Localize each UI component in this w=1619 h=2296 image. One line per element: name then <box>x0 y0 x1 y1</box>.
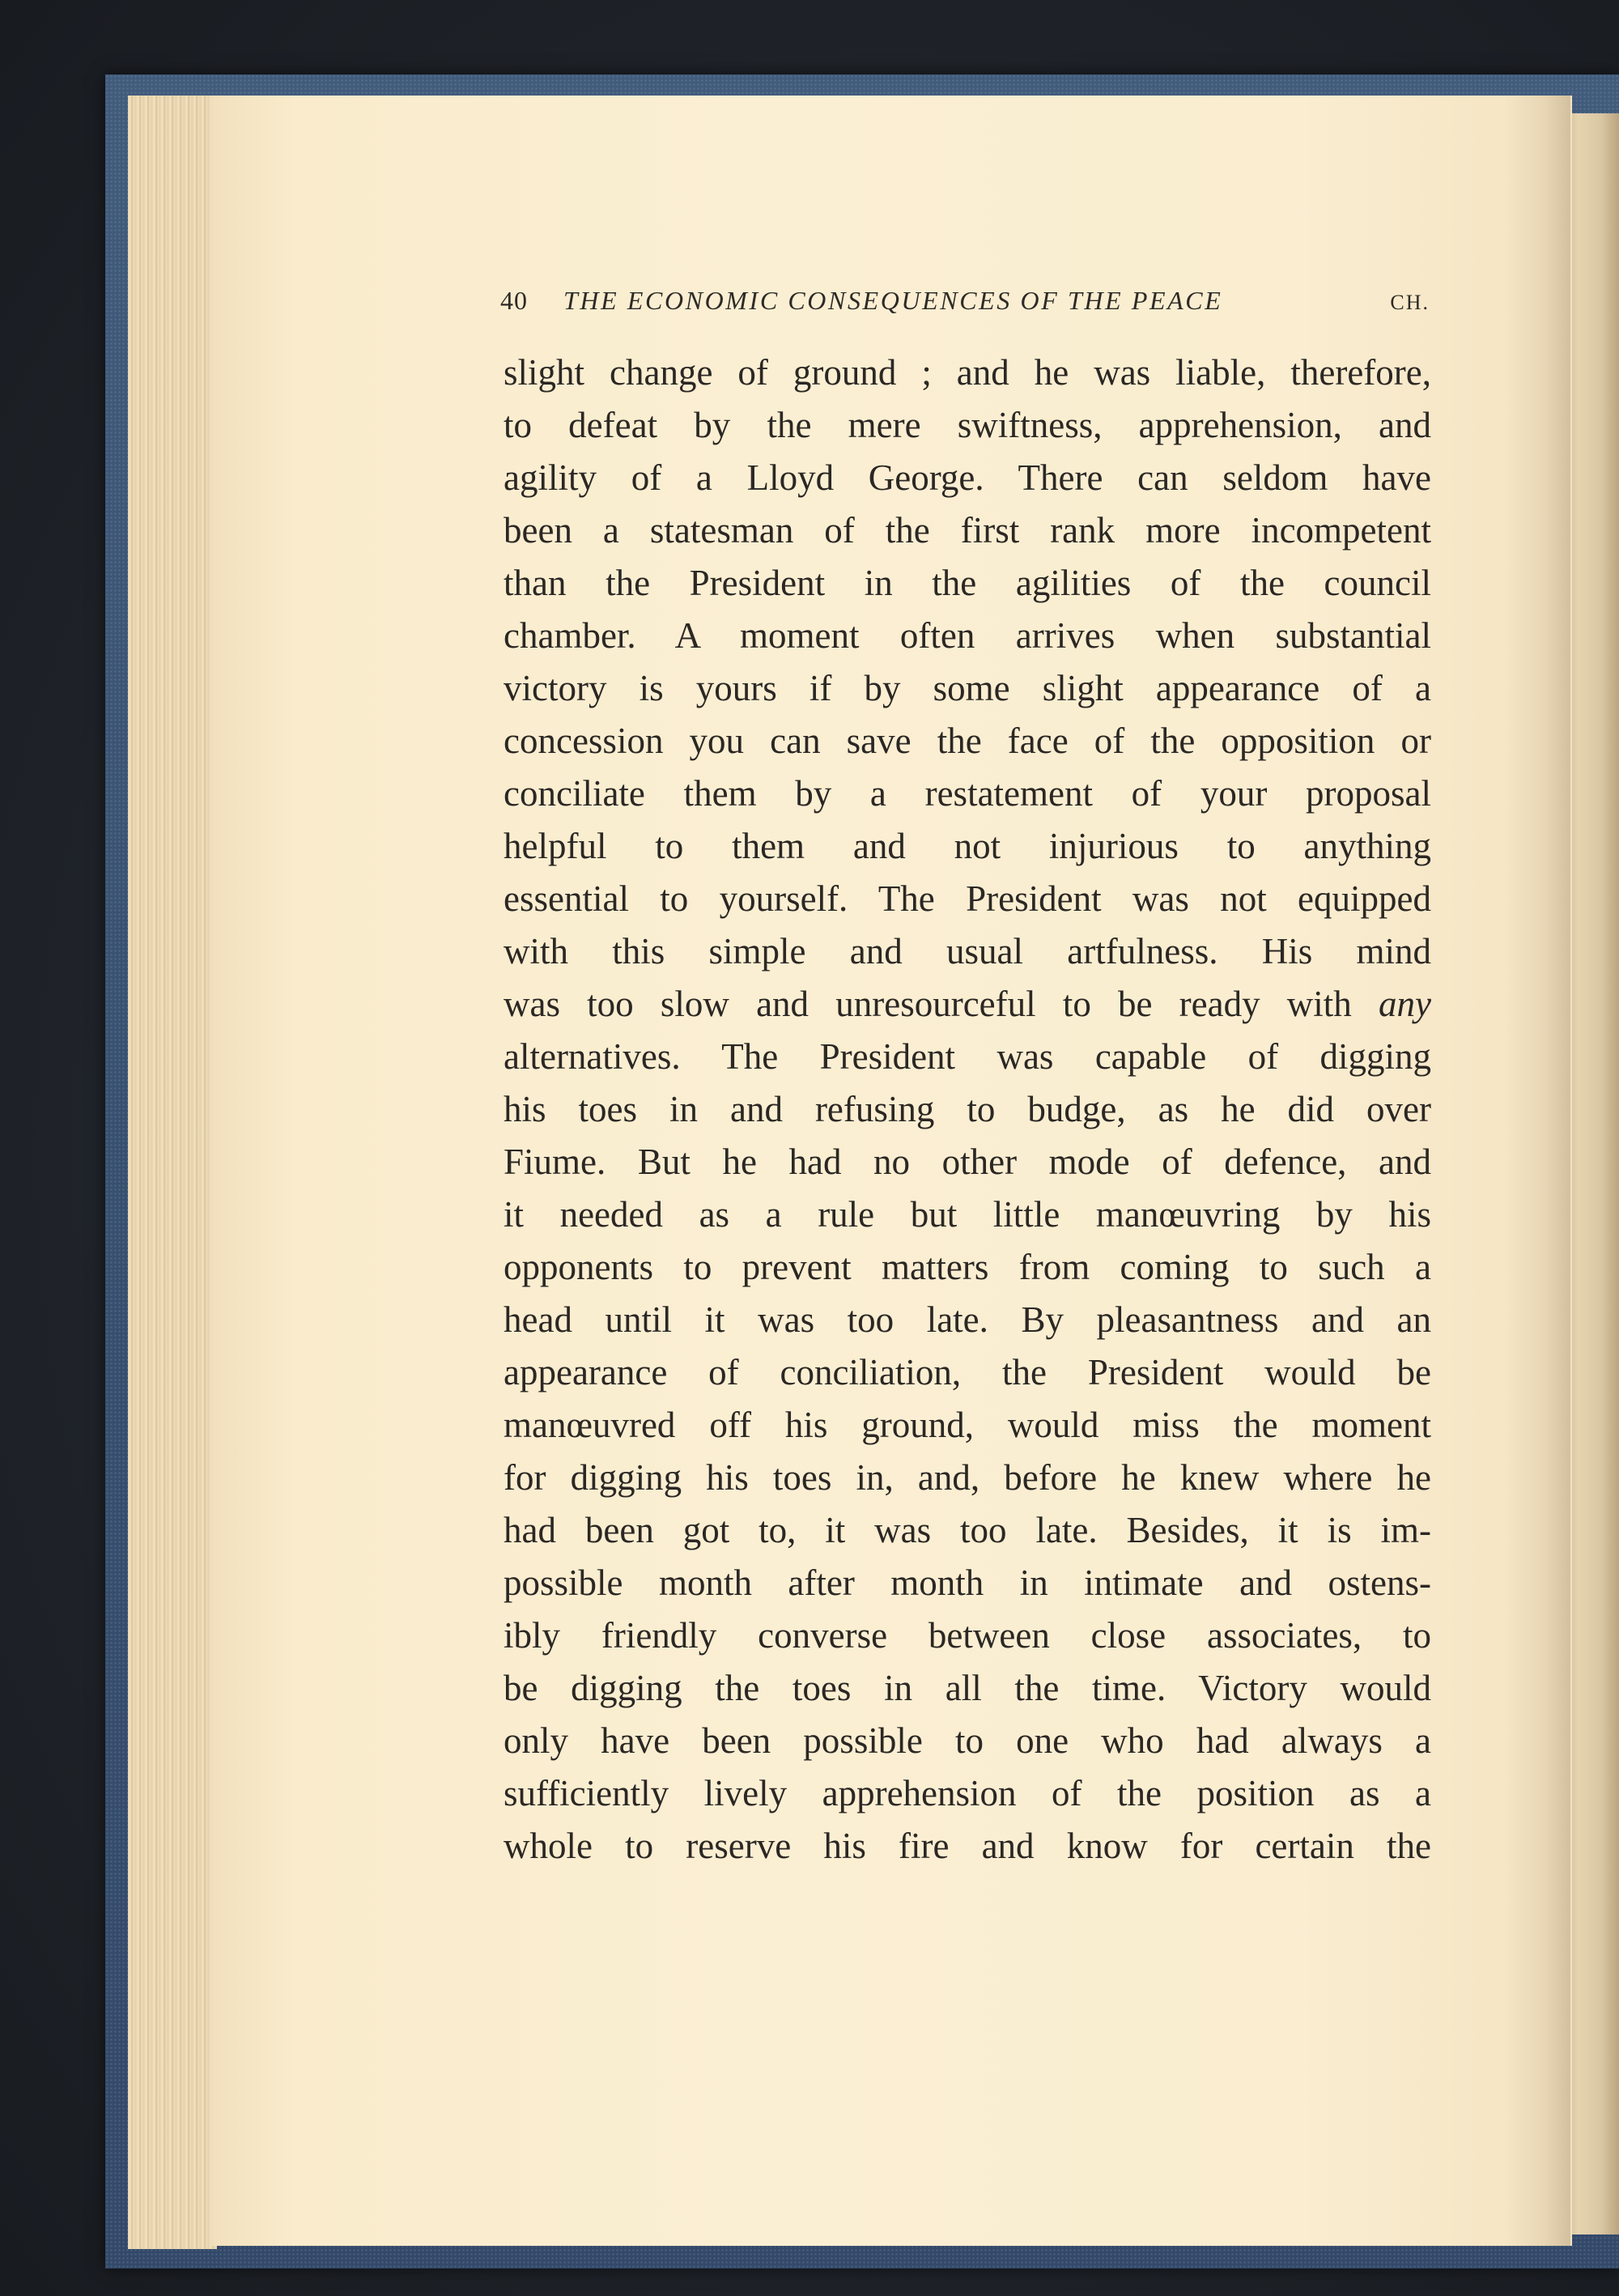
book-title: THE ECONOMIC CONSEQUENCES OF THE PEACE <box>563 286 1223 315</box>
text-line-with-emphasis <box>504 978 1431 1031</box>
text-line: than the President in the agilities of the council <box>504 563 1431 603</box>
text-line: his toes in and refusing to budge, as he did over <box>504 1089 1431 1129</box>
page-edges <box>128 96 217 2249</box>
body-text <box>504 347 1431 1873</box>
text-line: sufficiently lively apprehension of the position as a <box>504 1773 1431 1813</box>
text-line: essential to yourself. The President was not equipped <box>504 878 1431 919</box>
text-line: opponents to prevent matters from coming to such a <box>504 1247 1431 1287</box>
text-line: possible month after month in intimate and ostens- <box>504 1563 1431 1603</box>
text-line: helpful to them and not injurious to anything <box>504 826 1431 866</box>
text-line: Fiume. But he had no other mode of defence, and <box>504 1142 1431 1182</box>
text-line: been a statesman of the first rank more incompetent <box>504 510 1431 551</box>
text-line: head until it was too late. By pleasantness and an <box>504 1299 1431 1340</box>
text-line: alternatives. The President was capable of digging <box>504 1036 1431 1077</box>
text-line: concession you can save the face of the opposition or <box>504 721 1431 761</box>
chapter-abbr: CH. <box>1390 291 1430 314</box>
text-line: slight change of ground ; and he was liable, therefore, <box>504 352 1431 393</box>
text-line: for digging his toes in, and, before he knew where he <box>504 1457 1431 1498</box>
emphasis-word: any <box>1379 984 1431 1024</box>
text-line: victory is yours if by some slight appearance of a <box>504 668 1431 708</box>
text-line-start: was too slow and unresourceful to be ready with <box>504 984 1352 1024</box>
text-line: manœuvred off his ground, would miss the moment <box>504 1405 1431 1445</box>
page-gutter <box>1506 96 1570 2246</box>
text-line: it needed as a rule but little manœuvring by his <box>504 1194 1431 1235</box>
text-line: conciliate them by a restatement of your proposal <box>504 773 1431 814</box>
text-line: to defeat by the mere swiftness, apprehension, and <box>504 405 1431 445</box>
text-line: with this simple and usual artfulness. His mind <box>504 931 1431 972</box>
page-number: 40 <box>500 286 528 315</box>
text-line: whole to reserve his fire and know for certain the <box>504 1826 1431 1866</box>
text-line: appearance of conciliation, the President would be <box>504 1352 1431 1392</box>
text-line: agility of a Lloyd George. There can seldom have <box>504 457 1431 498</box>
text-line: only have been possible to one who had always a <box>504 1720 1431 1761</box>
running-head <box>500 286 1430 323</box>
text-line: had been got to, it was too late. Besides, it is im- <box>504 1510 1431 1550</box>
text-line: chamber. A moment often arrives when substantial <box>504 615 1431 656</box>
text-line: ibly friendly converse between close associates, to <box>504 1615 1431 1656</box>
text-line: be digging the toes in all the time. Victory would <box>504 1668 1431 1708</box>
